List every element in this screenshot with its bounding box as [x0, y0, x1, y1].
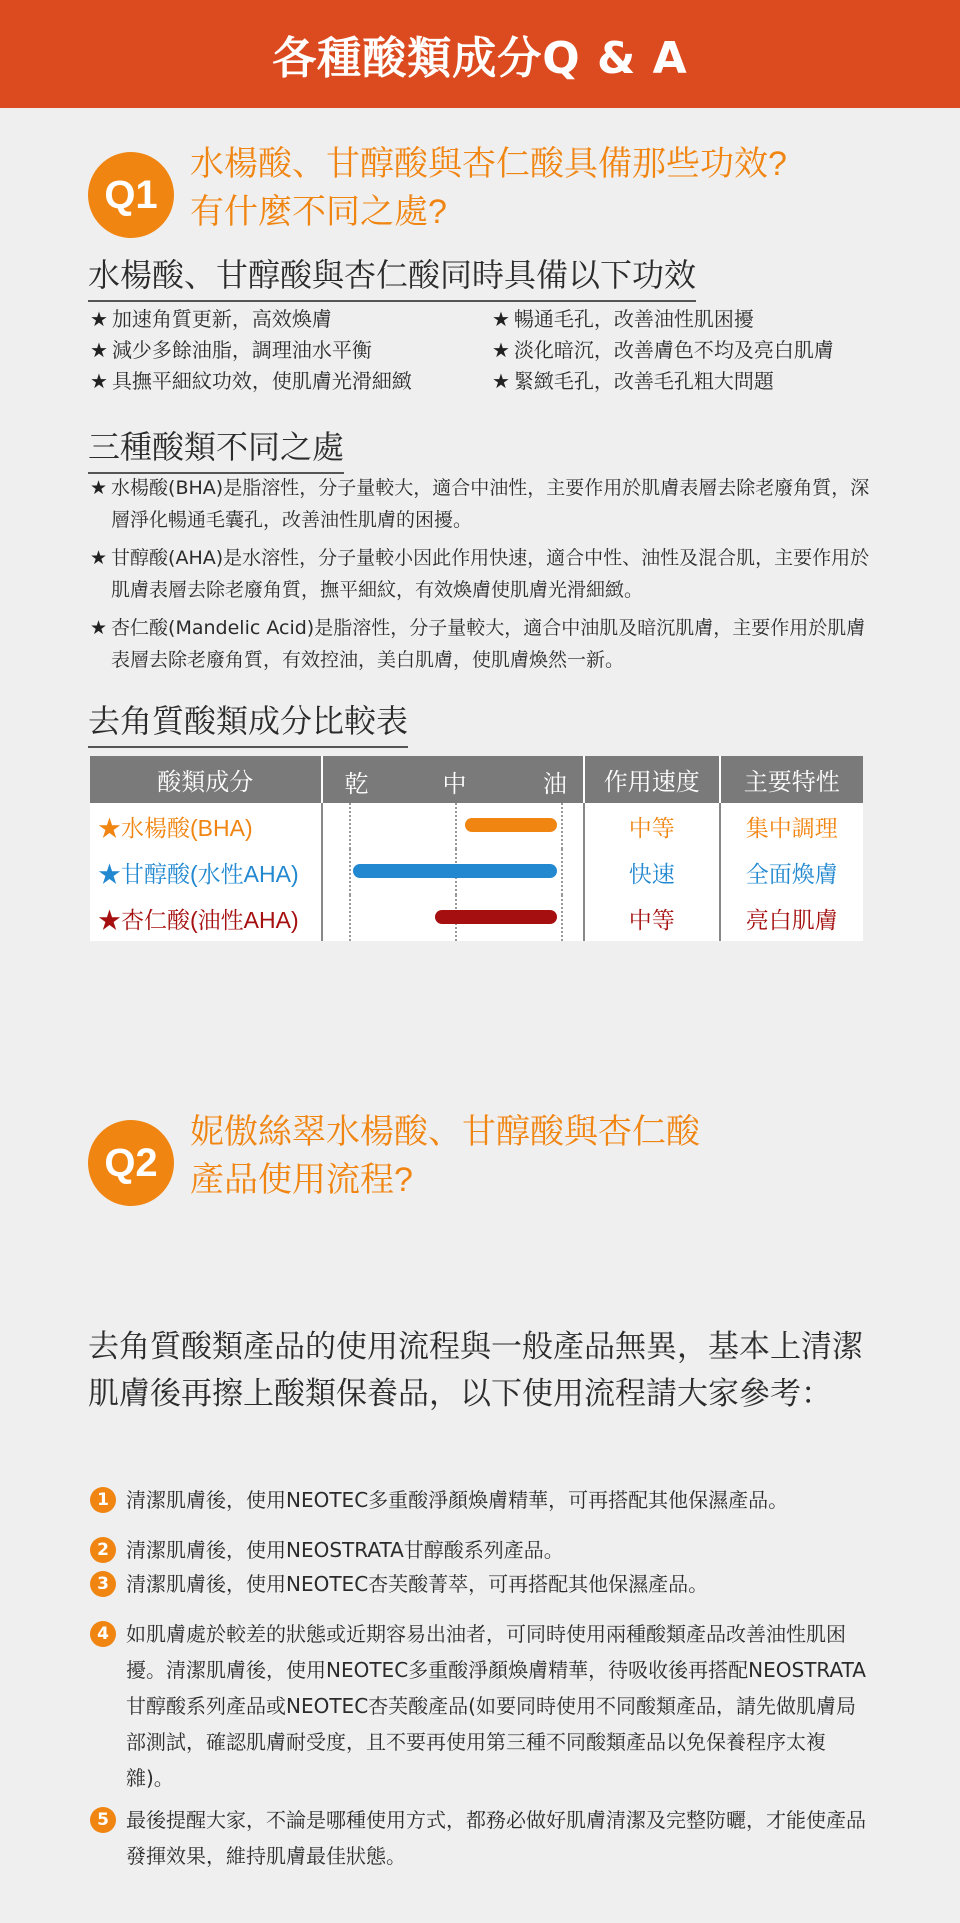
row-speed: 快速 [584, 849, 720, 895]
star-icon: ★ [90, 369, 108, 393]
q1-heading [88, 140, 787, 238]
q2-title [190, 1108, 700, 1204]
star-icon: ★ [90, 307, 108, 331]
feature-item: ★ 具撫平細紋功效，使肌膚光滑細緻 [90, 369, 412, 393]
row-speed: 中等 [584, 895, 720, 941]
range-bar [435, 910, 557, 924]
q2-heading [88, 1108, 700, 1206]
step-item [90, 1532, 870, 1568]
q2-title-line2: 產品使用流程? [190, 1161, 413, 1199]
header-dry: 乾 [344, 771, 369, 798]
step-item [90, 1802, 870, 1874]
row-feature: 亮白肌膚 [720, 895, 863, 941]
table-row [90, 803, 863, 849]
diff-item: ★ 甘醇酸(AHA)是水溶性，分子量較小因此作用快速，適合中性、油性及混合肌，主要作用於肌膚表層去除老廢角質，撫平細紋，有效煥膚使肌膚光滑細緻。 [90, 542, 870, 606]
table-title: 去角質酸類成分比較表 [88, 696, 408, 748]
scale-guide-line [561, 895, 563, 941]
row-name: ★杏仁酸(油性AHA) [90, 895, 322, 941]
scale-guide-line [561, 803, 563, 849]
step-text: 清潔肌膚後，使用NEOTEC多重酸淨顏煥膚精華，可再搭配其他保濕產品。 [126, 1488, 789, 1512]
header-oil: 油 [542, 771, 567, 798]
feature-item: ★ 減少多餘油脂，調理油水平衡 [90, 338, 372, 362]
header-name: 酸類成分 [90, 756, 322, 803]
header-feature: 主要特性 [720, 756, 863, 803]
star-icon: ★ [492, 369, 510, 393]
step-number-icon: 4 [90, 1621, 116, 1647]
scale-guide-line [561, 849, 563, 895]
header-speed: 作用速度 [584, 756, 720, 803]
scale-guide-line [349, 803, 351, 849]
step-text: 如肌膚處於較差的狀態或近期容易出油者，可同時使用兩種酸類產品改善油性肌困擾。清潔肌膚後，使用NEOTEC多重酸淨顏煥膚精華，待吸收後再搭配NEOSTRATA甘醇酸系列產品或NEOTEC杏芙酸產品(如要同時使用不同酸類產品，請先做肌膚局部測試，確認肌膚耐受度，且不要再使用第三種不同酸類產品以免保養程序太複雜)。 [126, 1622, 866, 1790]
scale-guide-line [349, 895, 351, 941]
step-item [90, 1482, 870, 1518]
step-item [90, 1616, 870, 1796]
feature-item: ★ 暢通毛孔，改善油性肌困擾 [492, 307, 754, 331]
table-row [90, 895, 863, 941]
row-feature: 全面煥膚 [720, 849, 863, 895]
range-bar [465, 818, 557, 832]
q1-title [190, 140, 787, 236]
diff-item: ★ 水楊酸(BHA)是脂溶性，分子量較大，適合中油性，主要作用於肌膚表層去除老廢角質，深層淨化暢通毛囊孔，改善油性肌膚的困擾。 [90, 472, 870, 536]
q2-intro: 去角質酸類產品的使用流程與一般產品無異，基本上清潔肌膚後再擦上酸類保養品，以下使用流程請大家參考： [88, 1329, 863, 1411]
diff-title: 三種酸類不同之處 [88, 422, 344, 474]
feature-item: ★ 加速角質更新，高效煥膚 [90, 307, 332, 331]
diff-item: ★ 杏仁酸(Mandelic Acid)是脂溶性，分子量較大，適合中油肌及暗沉肌膚，主要作用於肌膚表層去除老廢角質，有效控油，美白肌膚，使肌膚煥然一新。 [90, 612, 870, 676]
scale-guide-line [349, 849, 351, 895]
table-row [90, 849, 863, 895]
star-icon: ★ [90, 617, 108, 639]
star-icon: ★ [90, 477, 108, 499]
q1-badge: Q1 [88, 152, 174, 238]
q2-title-line1: 妮傲絲翠水楊酸、甘醇酸與杏仁酸 [190, 1113, 700, 1151]
q2-badge: Q2 [88, 1120, 174, 1206]
header-scale [322, 756, 584, 803]
row-name: ★水楊酸(BHA) [90, 803, 322, 849]
star-icon: ★ [90, 338, 108, 362]
q1-title-line1: 水楊酸、甘醇酸與杏仁酸具備那些功效? [190, 145, 787, 183]
table-header-row [90, 756, 863, 803]
feature-item: ★ 緊緻毛孔，改善毛孔粗大問題 [492, 369, 774, 393]
row-bar-cell [322, 895, 584, 941]
star-icon: ★ [90, 547, 108, 569]
row-speed: 中等 [584, 803, 720, 849]
page-header [0, 0, 960, 108]
step-item [90, 1566, 870, 1602]
features-right [492, 304, 834, 397]
step-text: 最後提醒大家，不論是哪種使用方式，都務必做好肌膚清潔及完整防曬，才能使產品發揮效果，維持肌膚最佳狀態。 [126, 1808, 866, 1868]
star-icon: ★ [492, 307, 510, 331]
step-text: 清潔肌膚後，使用NEOTEC杏芙酸菁萃，可再搭配其他保濕產品。 [126, 1572, 709, 1596]
step-text: 清潔肌膚後，使用NEOSTRATA甘醇酸系列產品。 [126, 1538, 564, 1562]
row-bar-cell [322, 849, 584, 895]
header-mid: 中 [442, 771, 467, 798]
star-icon: ★ [492, 338, 510, 362]
row-bar-cell [322, 803, 584, 849]
row-name: ★甘醇酸(水性AHA) [90, 849, 322, 895]
feature-item: ★ 淡化暗沉，改善膚色不均及亮白肌膚 [492, 338, 834, 362]
scale-guide-line [455, 803, 457, 849]
row-feature: 集中調理 [720, 803, 863, 849]
features-left [90, 304, 412, 397]
step-number-icon: 3 [90, 1571, 116, 1597]
step-number-icon: 5 [90, 1807, 116, 1833]
q1-title-line2: 有什麼不同之處? [190, 193, 447, 231]
features-title: 水楊酸、甘醇酸與杏仁酸同時具備以下功效 [88, 250, 696, 302]
step-number-icon: 1 [90, 1487, 116, 1513]
page-title: 各種酸類成分Q & A [272, 33, 688, 84]
comparison-table [90, 756, 863, 941]
range-bar [353, 864, 557, 878]
diff-list [90, 472, 870, 682]
step-number-icon: 2 [90, 1537, 116, 1563]
